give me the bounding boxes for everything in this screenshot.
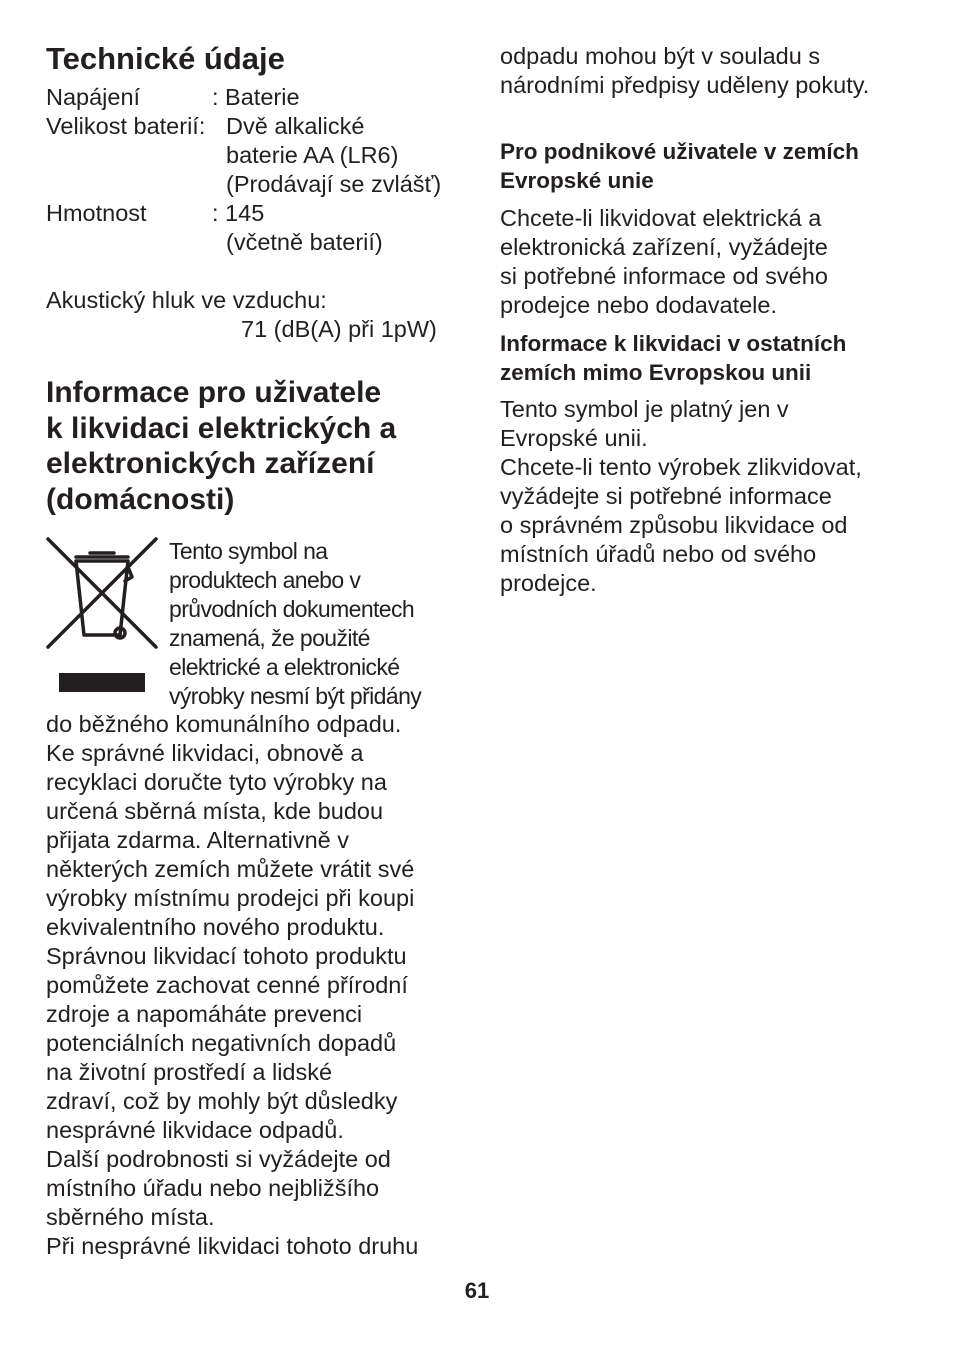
continued-line: národními předpisy uděleny pokuty. <box>500 72 870 98</box>
symbol-text-line: znamená, že použité <box>169 625 370 651</box>
technical-data-title: Technické údaje <box>46 41 285 76</box>
body-line: potenciálních negativních dopadů <box>46 1030 397 1056</box>
noise-label: Akustický hluk ve vzduchu: <box>46 287 327 313</box>
other-text-line: o správném způsobu likvidace od <box>500 512 848 538</box>
disposal-title <box>46 375 396 517</box>
disposal-title-line: Informace pro uživatele <box>46 376 382 409</box>
business-text-line: si potřebné informace od svého <box>500 263 828 289</box>
body-line: zdraví, což by mohly být důsledky <box>46 1088 398 1114</box>
continued-line: odpadu mohou být v souladu s <box>500 43 821 69</box>
body-line: pomůžete zachovat cenné přírodní <box>46 972 408 998</box>
body-line: zdroje a napomáháte prevenci <box>46 1001 363 1027</box>
business-text-line: Chcete-li likvidovat elektrická a <box>500 205 822 231</box>
page-number: 61 <box>464 1278 490 1303</box>
other-text-line: Evropské unii. <box>500 425 648 451</box>
business-text-line: prodejce nebo dodavatele. <box>500 292 777 318</box>
other-text-line: Tento symbol je platný jen v <box>500 396 789 422</box>
body-line: Ke správné likvidaci, obnově a <box>46 740 364 766</box>
disposal-title-line: elektronických zařízení <box>46 447 375 480</box>
other-title-line: zemích mimo Evropskou unii <box>500 360 812 385</box>
power-label: Napájení <box>46 84 141 110</box>
other-title-line: Informace k likvidaci v ostatních <box>500 331 847 356</box>
weight-value: : 145 <box>212 200 265 226</box>
battery-value-2: baterie AA (LR6) <box>226 142 399 168</box>
battery-value-1: Dvě alkalické <box>226 113 365 139</box>
body-line: přijata zdarma. Alternativně v <box>46 827 350 853</box>
weight-label: Hmotnost <box>46 200 147 226</box>
body-line: ekvivalentního nového produktu. <box>46 914 385 940</box>
symbol-text-line: produktech anebo v <box>169 567 361 593</box>
business-title <box>500 137 859 195</box>
body-line: na životní prostředí a lidské <box>46 1059 333 1085</box>
body-line: určená sběrná místa, kde budou <box>46 798 384 824</box>
battery-label: Velikost baterií: <box>46 113 206 139</box>
crossed-out-wheelie-bin-icon <box>46 537 158 695</box>
weight-note: (včetně baterií) <box>226 229 383 255</box>
other-countries-title <box>500 329 846 387</box>
business-text <box>500 204 828 320</box>
body-line: recyklaci doručte tyto výrobky na <box>46 769 387 795</box>
disposal-continued <box>500 42 869 100</box>
other-text-line: Chcete-li tento výrobek zlikvidovat, <box>500 454 862 480</box>
symbol-text-line: Tento symbol na <box>169 538 328 564</box>
power-value: : Baterie <box>212 84 300 110</box>
body-line: výrobky místnímu prodejci při koupi <box>46 885 415 911</box>
body-line: Další podrobnosti si vyžádejte od <box>46 1146 391 1172</box>
disposal-title-line: k likvidaci elektrických a <box>46 411 397 445</box>
symbol-text-line: výrobky nesmí být přidány <box>169 683 422 709</box>
business-title-line: Evropské unie <box>500 168 654 193</box>
symbol-text-line: průvodních dokumentech <box>169 596 415 622</box>
body-line: Správnou likvidací tohoto produktu <box>46 943 407 969</box>
body-line: Při nesprávné likvidaci tohoto druhu <box>46 1233 419 1259</box>
other-countries-text <box>500 395 862 598</box>
symbol-explanation <box>169 537 421 711</box>
battery-value-3: (Prodávají se zvlášť) <box>226 171 442 197</box>
body-line: nesprávné likvidace odpadů. <box>46 1117 344 1143</box>
noise-value: 71 (dB(A) při 1pW) <box>241 316 437 342</box>
symbol-text-line: elektrické a elektronické <box>169 654 400 680</box>
body-line: do běžného komunálního odpadu. <box>46 711 402 737</box>
disposal-body <box>46 710 418 1261</box>
body-line: místního úřadu nebo nejbližšího <box>46 1175 380 1201</box>
business-title-line: Pro podnikové uživatele v zemích <box>500 139 859 164</box>
body-line: sběrného místa. <box>46 1204 215 1230</box>
body-line: některých zemích můžete vrátit své <box>46 856 415 882</box>
disposal-title-line: (domácnosti) <box>46 482 235 516</box>
other-text-line: místních úřadů nebo od svého <box>500 541 817 567</box>
business-text-line: elektronická zařízení, vyžádejte <box>500 234 828 260</box>
other-text-line: prodejce. <box>500 570 597 596</box>
other-text-line: vyžádejte si potřebné informace <box>500 483 832 509</box>
